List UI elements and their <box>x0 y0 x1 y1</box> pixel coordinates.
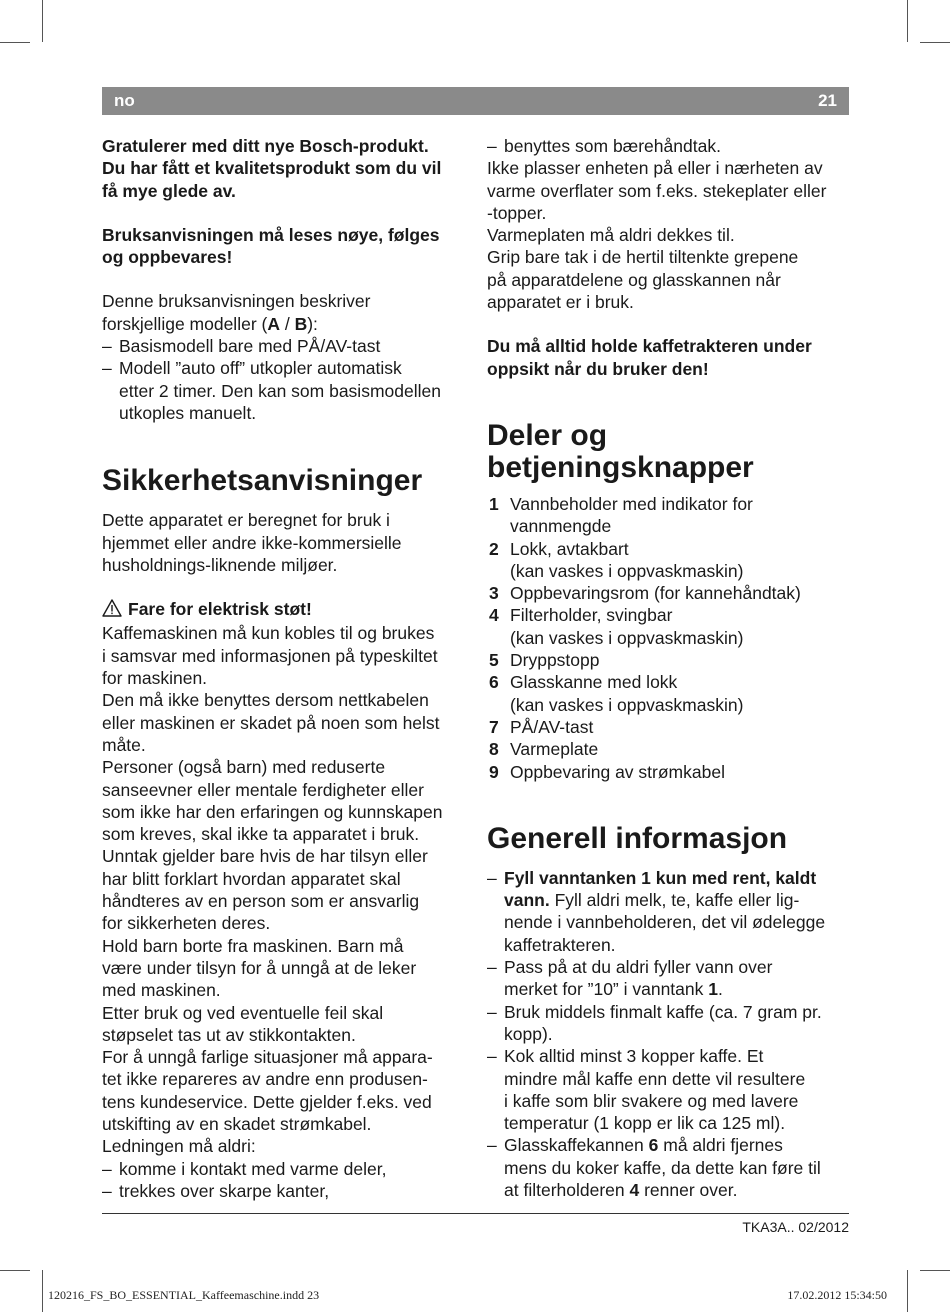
general-item: – Kok alltid minst 3 kopper kaffe. Et mindre mål kaffe enn dette vil resultere i kaffe som blir svakere og med lavere temperatur (1 kopp er lik ca 125 ml). <box>487 1046 806 1134</box>
model-item: – Modell ”auto off” utkopler automatisk etter 2 timer. Den kan som basismodellen utkoples manuelt. <box>102 358 441 423</box>
models-line: Denne bruksanvisningen beskriver <box>102 291 371 312</box>
part-item: 9 Oppbevaring av strømkabel <box>489 761 725 782</box>
print-slug-date: 17.02.2012 15:34:50 <box>787 1288 887 1302</box>
safety-line: apparatet er i bruk. <box>487 292 634 313</box>
crop-mark <box>907 1270 908 1312</box>
model-date-code: TKA3A.. 02/2012 <box>742 1219 849 1235</box>
model-a: A <box>267 313 280 334</box>
part-item: 3 Oppbevaringsrom (for kannehåndtak) <box>489 583 801 604</box>
safety-heading: Sikkerhetsanvisninger <box>102 464 423 498</box>
safety-intro-line: hjemmet eller andre ikke-kommersielle <box>102 532 402 553</box>
safety-line: -topper. <box>487 202 547 223</box>
safety-line: på apparatdelene og glasskannen når <box>487 269 781 290</box>
crop-mark <box>42 1270 43 1312</box>
warning-triangle-icon <box>102 599 122 622</box>
safety-line: varme overflater som f.eks. stekeplater eller <box>487 180 827 201</box>
part-item: 8 Varmeplate <box>489 739 599 760</box>
instruction-line: og oppbevares! <box>102 247 233 268</box>
part-item: 6 Glasskanne med lokk (kan vaskes i oppvaskmaskin) <box>489 672 744 715</box>
page-header <box>102 87 849 115</box>
safety-intro-line: Dette apparatet er beregnet for bruk i <box>102 510 390 531</box>
crop-mark <box>0 1270 30 1271</box>
footer-rule <box>102 1213 849 1214</box>
print-slug-file: 120216_FS_BO_ESSENTIAL_Kaffeemaschine.indd 23 <box>48 1288 320 1302</box>
parts-heading: Deler og betjeningsknapper <box>487 418 754 484</box>
part-item: 7 PÅ/AV-tast <box>489 716 594 737</box>
intro-line: få mye glede av. <box>102 180 236 201</box>
upright-warning: Du må alltid holde kaffetrakteren under <box>487 336 812 357</box>
model-b: B <box>294 313 308 334</box>
cable-item: – trekkes over skarpe kanter, <box>102 1180 330 1201</box>
parts-list <box>487 493 849 783</box>
page-number: 21 <box>818 91 837 110</box>
right-column <box>487 135 849 1201</box>
general-item: – Bruk middels finmalt kaffe (ca. 7 gram pr. kopp). <box>487 1001 822 1044</box>
upright-warning: oppsikt når du bruker den! <box>487 358 709 379</box>
language-code: no <box>114 91 135 110</box>
instruction-line: Bruksanvisningen må leses nøye, følges <box>102 224 440 245</box>
cable-item: – komme i kontakt med varme deler, <box>102 1158 387 1179</box>
part-item: 2 Lokk, avtakbart (kan vaskes i oppvaskmaskin) <box>489 538 744 581</box>
crop-mark <box>42 0 43 42</box>
safety-line: Varmeplaten må aldri dekkes til. <box>487 225 735 246</box>
safety-line: Grip bare tak i de hertil tiltenkte grepene <box>487 247 799 268</box>
crop-mark <box>920 42 950 43</box>
general-item: – Glasskaffekannen 6 må aldri fjernes mens du koker kaffe, da dette kan føre til at filterholderen 4 renner over. <box>487 1135 821 1200</box>
crop-mark <box>920 1270 950 1271</box>
intro-line: Du har fått et kvalitetsprodukt som du vil <box>102 158 442 179</box>
intro-line: Gratulerer med ditt nye Bosch-produkt. <box>102 136 429 156</box>
model-item: – Basismodell bare med PÅ/AV-tast <box>102 336 381 357</box>
crop-mark <box>907 0 908 42</box>
warning-heading: Fare for elektrisk støt! <box>102 598 464 622</box>
cable-item: – benyttes som bærehåndtak. <box>487 136 721 156</box>
general-heading: Generell informasjon <box>487 821 788 855</box>
warning-text: Kaffemaskinen må kun kobles til og brukes i samsvar med informasjonen på typeskiltet for maskinen. Den må ikke benyttes dersom nettkabelen eller maskinen er skadet på noen som helst måte. Personer (også barn) med reduserte sanseevner eller mentale ferdigheter eller som ikke har den erfaringen og kunnskapen som kreves, skal ikke ta apparatet i bruk. Unntak gjelder bare hvis de har tilsyn eller har blitt forklart hvordan apparatet skal håndteres av en person som er ansvarlig for sikkerheten deres. Hold barn borte fra maskinen. Barn må være under tilsyn for å unngå at de leker med maskinen. Etter bruk og ved eventuelle feil skal støpselet tas ut av stikkontakten. For å unngå farlige situasjoner må appara- tet ikke repareres av andre enn produsen- tens kundeservice. Dette gjelder f.eks. ved utskifting av en skadet strømkabel. Ledningen må aldri: <box>102 623 443 1157</box>
part-item: 5 Dryppstopp <box>489 650 600 671</box>
safety-line: Ikke plasser enheten på eller i nærheten av <box>487 158 823 179</box>
models-line: forskjellige modeller (A / B): <box>102 313 318 334</box>
general-item: – Fyll vanntanken 1 kun med rent, kaldt vann. Fyll aldri melk, te, kaffe eller lig- nende i vannbeholderen, det vil ødelegge kaffetrakteren. <box>487 867 826 955</box>
crop-mark <box>0 42 30 43</box>
left-column <box>102 135 464 1202</box>
general-item: – Pass på at du aldri fyller vann over merket for ”10” i vanntank 1. <box>487 957 773 1000</box>
part-item: 1 Vannbeholder med indikator for vannmengde <box>489 493 753 537</box>
part-item: 4 Filterholder, svingbar (kan vaskes i oppvaskmaskin) <box>489 605 744 648</box>
safety-intro-line: husholdnings-liknende miljøer. <box>102 554 338 575</box>
